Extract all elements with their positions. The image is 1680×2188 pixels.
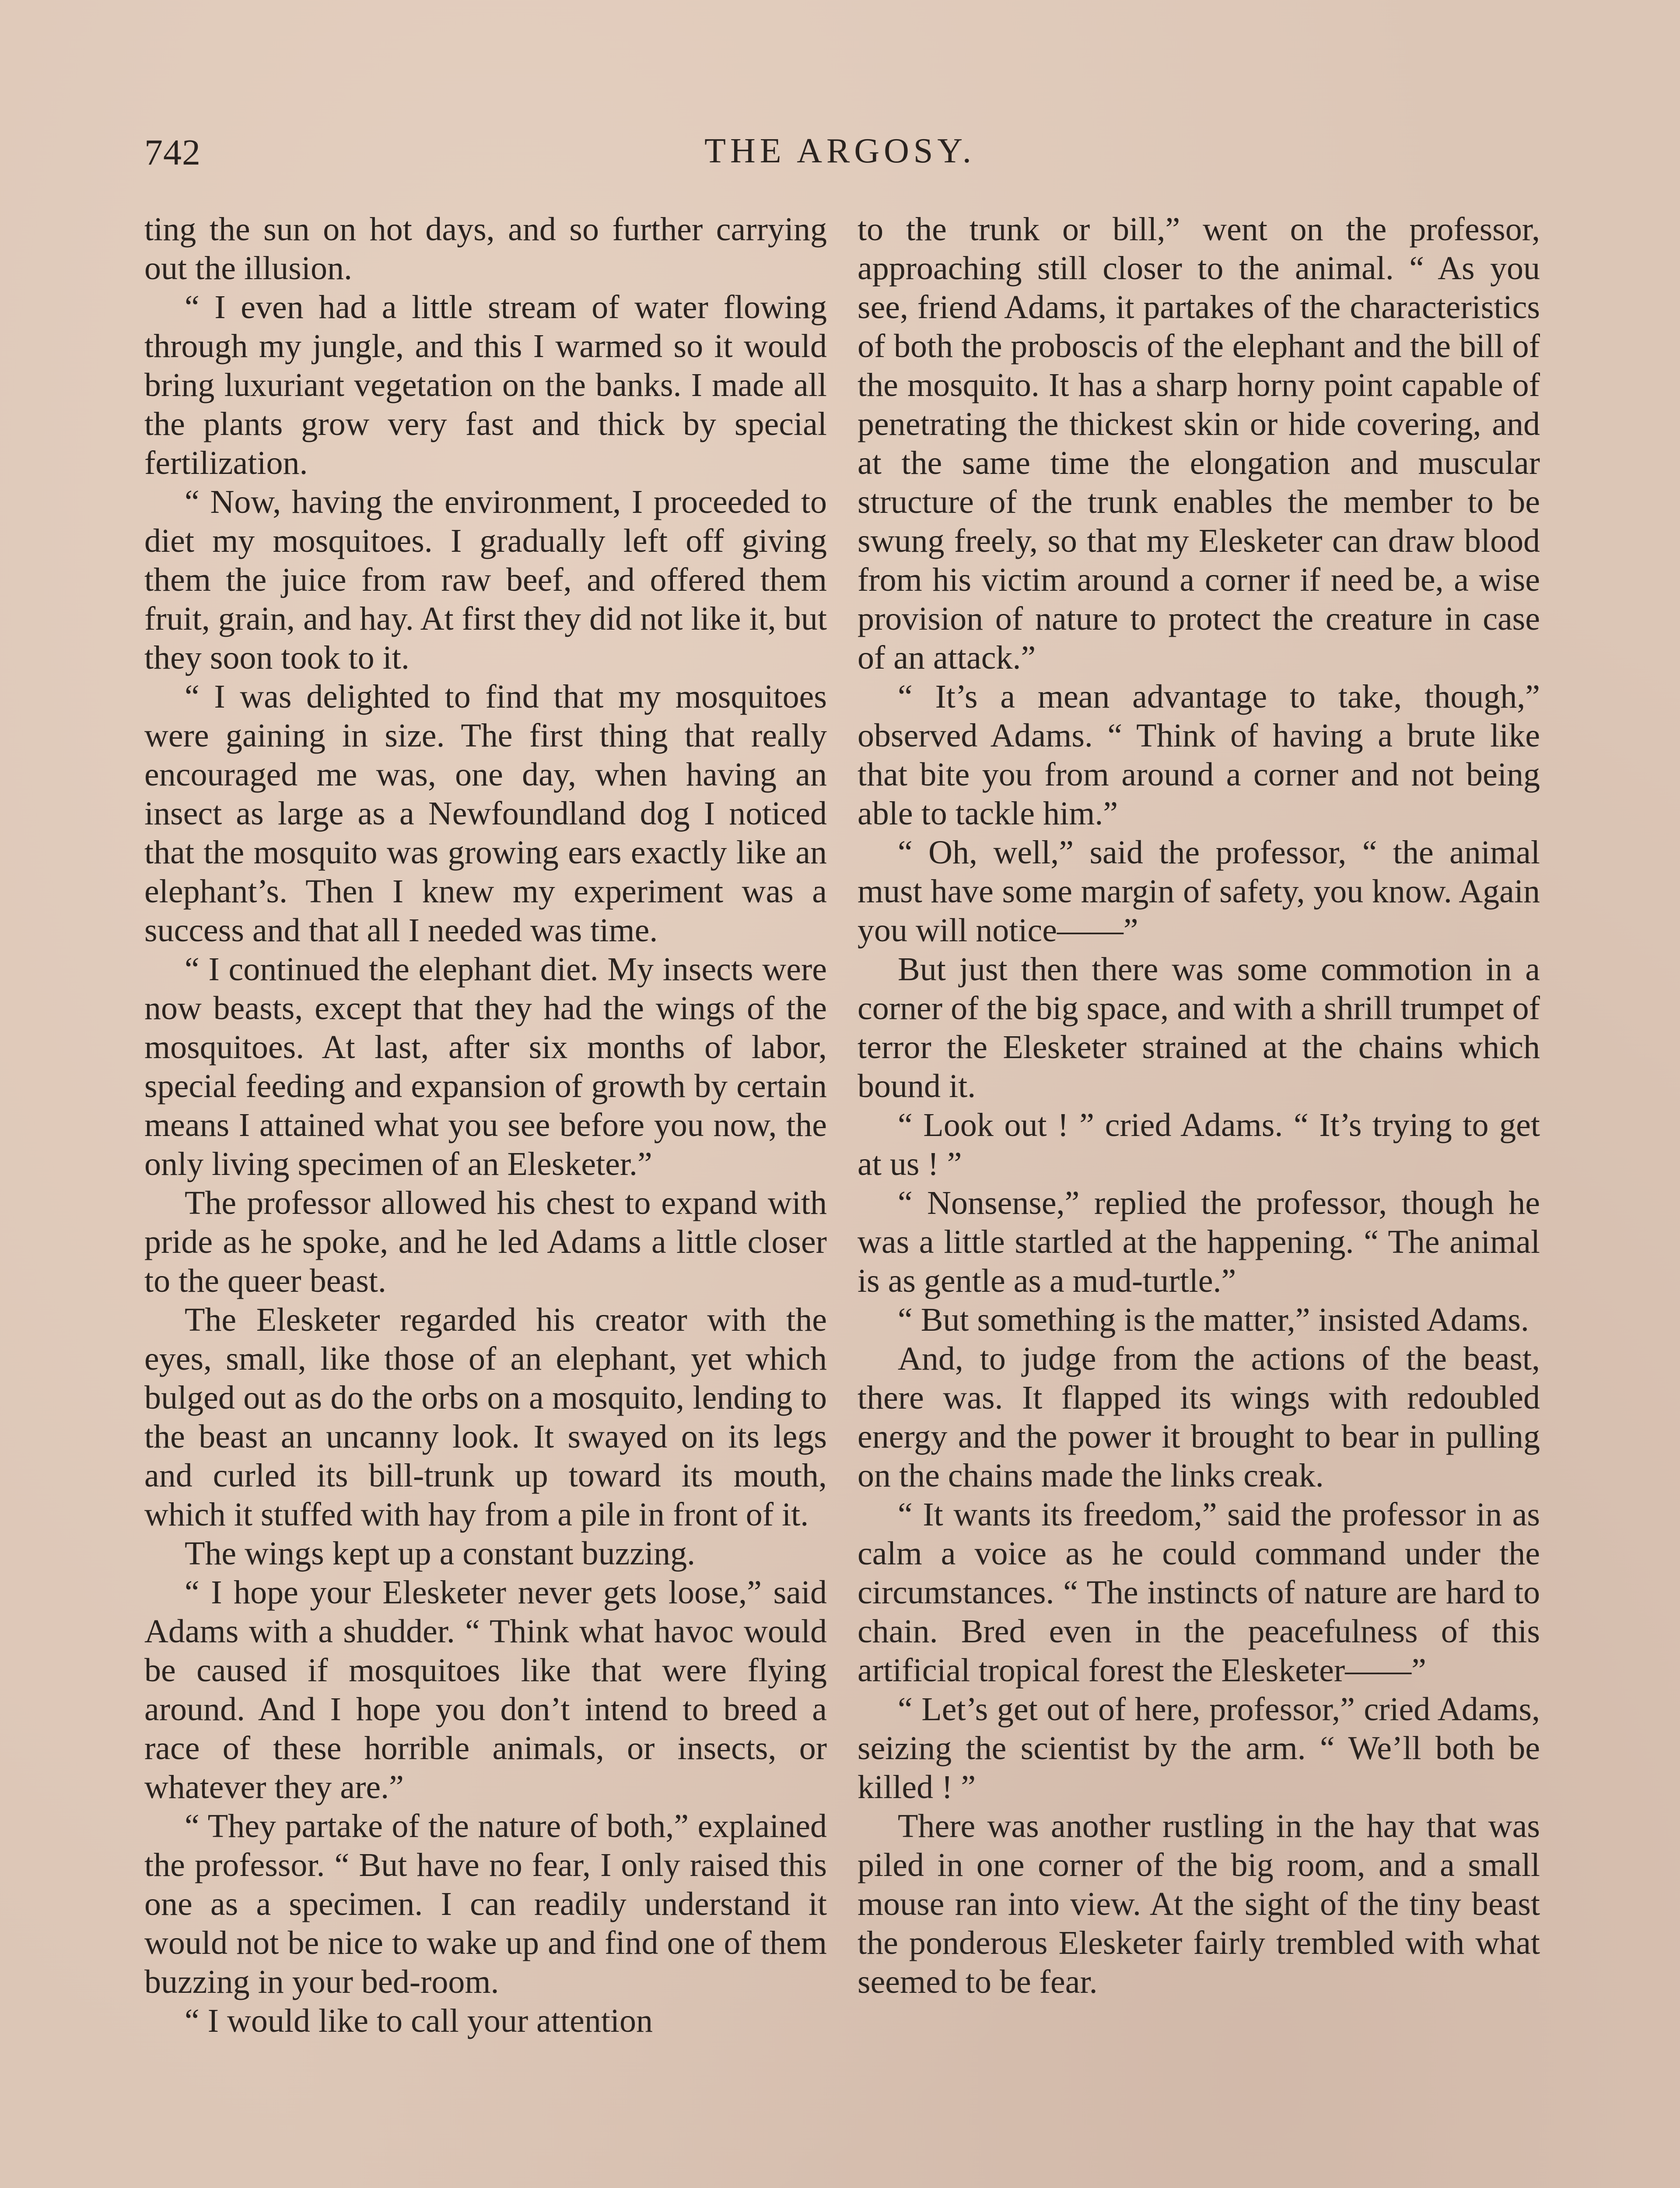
paragraph: “ Oh, well,” said the professor, “ the animal must have some margin of safety, you know. Again you will notice——” bbox=[858, 834, 1540, 949]
paragraph: The Elesketer regarded his creator with the eyes, small, like those of an elephant, yet which bulged out as do the orbs on a mosquito, lending to the beast an uncanny look. It swayed on its legs and curled its bill-trunk up toward its mouth, which it stuffed with hay from a pile in front of it. bbox=[144, 1301, 827, 1533]
paragraph: “ I hope your Elesketer never gets loose,” said Adams with a shudder. “ Think what havoc would be caused if mosquitoes like that were flying around. And I hope you don’t intend to breed a race of these horrible animals, or insects, or whatever they are.” bbox=[144, 1574, 827, 1806]
paragraph: There was another rustling in the hay that was piled in one corner of the big room, and a small mouse ran into view. At the sight of the tiny beast the ponderous Elesketer fairly trembled with what seemed to be fear. bbox=[858, 1808, 1540, 2000]
page-number: 742 bbox=[144, 132, 201, 173]
paragraph: “ I was delighted to find that my mosquitoes were gaining in size. The first thing that really encouraged me was, one day, when having an insect as large as a Newfoundland dog I noticed that the mosquito was growing ears exactly like an elephant’s. Then I knew my experiment was a success and that all I needed was time. bbox=[144, 678, 827, 949]
journal-title: THE ARGOSY. bbox=[704, 132, 976, 170]
paragraph: “ I continued the elephant diet. My insects were now beasts, except that they had the wings of the mosquitoes. At last, after six months of labor, special feeding and expansion of growth by certain means I attained what you see before you now, the only living specimen of an Elesketer.” bbox=[144, 951, 827, 1182]
paragraph: ting the sun on hot days, and so further carrying out the illusion. bbox=[144, 211, 827, 287]
paragraph: But just then there was some commotion in a corner of the big space, and with a shrill trumpet of terror the Elesketer strained at the chains which bound it. bbox=[858, 951, 1540, 1105]
paragraph: “ I would like to call your attention bbox=[185, 2002, 653, 2039]
left-column bbox=[144, 210, 827, 2041]
paragraph: “ Now, having the environment, I proceeded to diet my mosquitoes. I gradually left off giving them the juice from raw beef, and offered them fruit, grain, and hay. At first they did not like it, but they soon took to it. bbox=[144, 484, 827, 676]
paragraph: And, to judge from the actions of the beast, there was. It flapped its wings with redoubled energy and the power it brought to bear in pulling on the chains made the links creak. bbox=[858, 1340, 1540, 1494]
running-head bbox=[144, 131, 1536, 179]
paragraph: The wings kept up a constant buzzing. bbox=[185, 1535, 696, 1572]
paragraph: “ It wants its freedom,” said the professor in as calm a voice as he could command under the circumstances. “ The instincts of nature are hard to chain. Bred even in the peacefulness of this artificial tropical forest the Elesketer——” bbox=[858, 1496, 1540, 1689]
paragraph: “ Look out ! ” cried Adams. “ It’s trying to get at us ! ” bbox=[858, 1107, 1540, 1182]
paragraph: “ Nonsense,” replied the professor, though he was a little startled at the happening. “ The animal is as gentle as a mud-turtle.” bbox=[858, 1185, 1540, 1299]
paragraph: “ I even had a little stream of water flowing through my jungle, and this I warmed so it would bring luxuriant vegetation on the banks. I made all the plants grow very fast and thick by special fertilization. bbox=[144, 289, 827, 481]
paragraph: “ Let’s get out of here, professor,” cried Adams, seizing the scientist by the arm. “ We’ll both be killed ! ” bbox=[858, 1691, 1540, 1806]
paragraph: to the trunk or bill,” went on the professor, approaching still closer to the animal. “ As you see, friend Adams, it partakes of the characteristics of both the proboscis of the elephant and the bill of the mosquito. It has a sharp horny point capable of penetrating the thickest skin or hide covering, and at the same time the elongation and muscular structure of the trunk enables the member to be swung freely, so that my Elesketer can draw blood from his victim around a corner if need be, a wise provision of nature to protect the creature in case of an attack.” bbox=[858, 211, 1540, 676]
paragraph: “ They partake of the nature of both,” explained the professor. “ But have no fear, I only raised this one as a specimen. I can readily understand it would not be nice to wake up and find one of them buzzing in your bed-room. bbox=[144, 1808, 827, 2000]
paragraph: The professor allowed his chest to expand with pride as he spoke, and he led Adams a little closer to the queer beast. bbox=[144, 1185, 827, 1299]
right-column bbox=[858, 210, 1540, 2002]
paragraph: “ It’s a mean advantage to take, though,” observed Adams. “ Think of having a brute like that bite you from around a corner and not being able to tackle him.” bbox=[858, 678, 1540, 832]
paragraph: “ But something is the matter,” insisted Adams. bbox=[898, 1301, 1529, 1338]
